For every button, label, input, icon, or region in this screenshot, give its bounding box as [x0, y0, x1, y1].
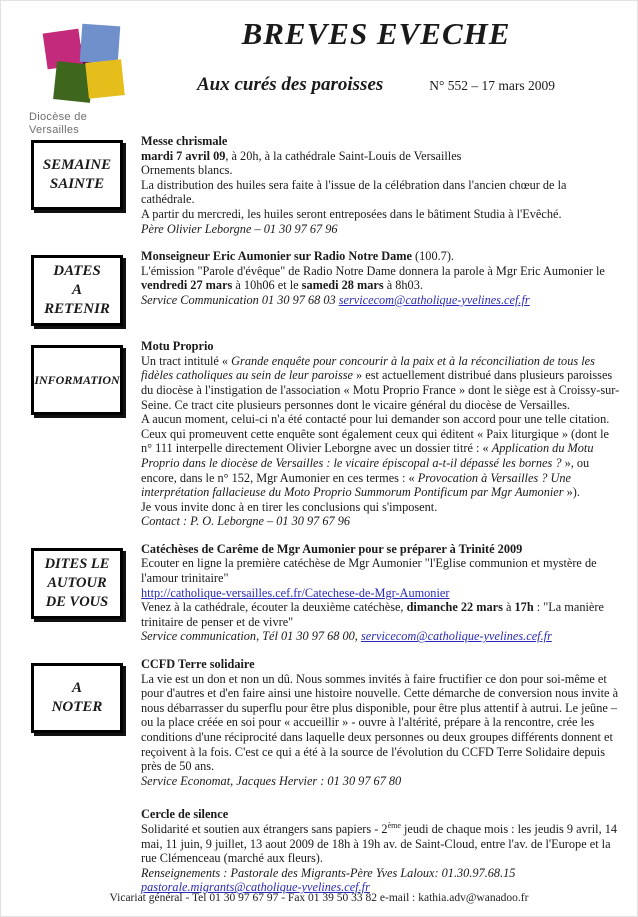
- logo-caption: [29, 111, 141, 136]
- issue-number: N° 552 – 17 mars 2009: [429, 78, 556, 93]
- text-run: Motu Proprio: [141, 339, 214, 354]
- text-run: Grande enquête pour concourir à la paix et à la réconciliation de tous les fidèles catholiques au sein de leur paroisse: [141, 353, 595, 383]
- section-label-information: [31, 345, 123, 415]
- subtitle-row: [141, 74, 611, 96]
- text-run: à: [502, 600, 515, 615]
- sections: [1, 134, 637, 895]
- label-line: SEMAINE: [42, 157, 112, 173]
- text-run: : "La manière trinitaire de penser et de vivre": [141, 600, 604, 629]
- paragraph: [141, 542, 621, 557]
- paragraph: [141, 249, 621, 264]
- logo-caption-line: Diocèse de: [29, 111, 88, 123]
- paragraph: [141, 222, 621, 237]
- section-content: [141, 542, 637, 644]
- section-label-dates-a-retenir: [31, 255, 123, 326]
- paragraph: [141, 807, 621, 822]
- label-line: AUTOUR: [47, 574, 107, 591]
- url-link[interactable]: http://catholique-versailles.cef.fr/Catechese-de-Mgr-Aumonier: [141, 585, 450, 600]
- paragraph: [141, 339, 621, 354]
- text-run: , à 20h, à la cathédrale Saint-Louis de Versailles: [225, 148, 462, 163]
- section-label-dites-le-autour-de-vous: [31, 548, 123, 619]
- text-run: Service communication, Tél 01 30 97 68 00,: [141, 629, 361, 644]
- text-run: Père Olivier Leborgne – 01 30 97 67 96: [141, 221, 338, 236]
- footer: [1, 892, 637, 904]
- section-row-cercle-de-silence: [1, 807, 637, 895]
- logo-square-yellow-icon: [85, 59, 125, 99]
- text-run: L'émission "Parole d'évêque" de Radio Notre Dame donnera la parole à Mgr Eric Aumonier le: [141, 263, 605, 278]
- section-row-semaine-sainte: [1, 134, 637, 236]
- paragraph: [141, 293, 621, 308]
- section-content: [141, 249, 637, 326]
- text-run: à 10h06 et le: [232, 278, 302, 293]
- text-run: (100.7).: [411, 249, 454, 264]
- paragraph: [141, 600, 621, 629]
- text-run: 17h: [514, 600, 534, 615]
- label-column: [1, 134, 141, 236]
- subtitle: Aux curés des paroisses: [196, 74, 384, 95]
- email-link[interactable]: servicecom@catholique-yvelines.cef.fr: [360, 629, 552, 644]
- text-run: Cercle de silence: [141, 807, 229, 822]
- paragraph: [141, 556, 621, 585]
- footer-contact: Vicariat général - Tel 01 30 97 67 97 - Fax 01 39 50 33 82 e-mail : kathia.adv@wanadoo.fr: [109, 892, 529, 904]
- text-run: Service Communication 01 30 97 68 03: [141, 292, 339, 307]
- text-run: Monseigneur Eric Aumonier sur Radio Notre Dame: [141, 249, 412, 264]
- paragraph: [141, 412, 621, 500]
- label-column: [1, 542, 141, 644]
- text-run: Ornements blancs.: [141, 163, 233, 178]
- section-row-a-noter: [1, 657, 637, 788]
- label-line: RETENIR: [44, 301, 110, 318]
- text-run: A aucun moment, celui-ci n'a été contacté pour lui demander son accord pour une telle citation. Ceux qui promeuvent cette enquête sont également ceux qui éditent « Paix liturgique » (dont le n° 111 interpelle directement Olivier Leborgne avec un dossier titré : «: [141, 412, 610, 456]
- label-column: [1, 807, 141, 895]
- label-line: NOTER: [51, 699, 103, 716]
- email-link[interactable]: servicecom@catholique-yvelines.cef.fr: [338, 292, 530, 307]
- logo-square-blue-icon: [80, 24, 121, 65]
- paragraph: [141, 514, 621, 529]
- text-run: dimanche 22 mars: [406, 600, 503, 615]
- section-content: [141, 339, 637, 529]
- text-run: Contact : P. O. Leborgne – 01 30 97 67 96: [141, 514, 351, 529]
- text-run: Venez à la cathédrale, écouter la deuxième catéchèse,: [141, 600, 407, 615]
- paragraph: [141, 163, 621, 178]
- paragraph: [141, 178, 621, 207]
- paragraph: [141, 672, 621, 774]
- text-run: Un tract intitulé «: [141, 353, 232, 368]
- text-run: samedi 28 mars: [301, 278, 384, 293]
- paragraph: [141, 657, 621, 672]
- page-title: BREVES EVECHE: [241, 16, 511, 51]
- paragraph: [141, 134, 621, 149]
- section-row-dites-le-autour-de-vous: [1, 542, 637, 644]
- paragraph: [141, 629, 621, 644]
- label-line: DATES: [53, 263, 101, 280]
- text-run: CCFD Terre solidaire: [141, 657, 255, 672]
- section-content: [141, 657, 637, 788]
- diocese-logo: [1, 1, 141, 136]
- text-run: jeudi de chaque mois : les jeudis 9 avril, 14 mai, 11 juin, 9 juillet, 13 aout 2009 de 18h à 19h av. de Saint-Cloud, entre l'av. de l'Europe et la rue Clémenceau (marché aux fleurs).: [141, 821, 618, 866]
- paragraph: [141, 354, 621, 412]
- text-run: à 8h03.: [383, 278, 423, 293]
- label-column: [1, 339, 141, 529]
- section-label-a-noter: [31, 663, 123, 733]
- section-row-information: [1, 339, 637, 529]
- section-label-semaine-sainte: [31, 140, 123, 210]
- paragraph: [141, 586, 621, 601]
- text-run: Je vous invite donc à en tirer les conclusions qui s'imposent.: [141, 499, 438, 514]
- text-run: » est actuellement distribué dans plusieurs paroisses du diocèse à l'instigation de l'association « Motu Proprio France » dont le siège est à Croissy-sur-Seine. Ce tract cite plusieurs personnes dont le vicaire général du diocèse de Versailles.: [141, 368, 620, 412]
- text-run: Solidarité et soutien aux étrangers sans papiers - 2: [141, 821, 388, 836]
- text-run: Renseignements : Pastorale des Migrants-Père Yves Laloux: 01.30.97.68.15: [141, 865, 516, 880]
- text-run: Provocation à Versailles ? Une interprétation fallacieuse du Moto Proprio Summorum Pontificum par Mgr Aumonier: [141, 470, 571, 500]
- text-run: Application du Motu Proprio dans le diocèse de Versailles : le vicaire épiscopal a-t-il dépassé les bornes ?: [141, 441, 594, 470]
- text-run: »).: [563, 485, 580, 500]
- label-line: INFORMATION: [34, 372, 120, 387]
- paragraph: [141, 866, 621, 881]
- text-run: ème: [387, 820, 401, 830]
- text-run: », ou encore, dans le n° 152, Mgr Aumonier en ces termes : «: [141, 455, 590, 485]
- diocese-logo-icon: [29, 19, 121, 101]
- text-run: Catéchèses de Carême de Mgr Aumonier pour se préparer à Trinité 2009: [141, 541, 523, 556]
- text-run: La vie est un don et non un dû. Nous sommes invités à faire fructifier ce don pour soi-même et pour d'autres et d'en faire ainsi une histoire nouvelle. Cette démarche de conversion nous invite à nous débarrasser du superflu pour être plus disponible, pour être plus attentif à autrui. Le jeûne – ou la place créée en soi pour « accueillir » - ouvre à l'altérité, prépare à la rencontre, crée les conditions d'une réciprocité dans laquelle deux personnes ou deux groupes différents donnent et reçoivent à la fois. C'est ce qui a été à la source de l'évolution du CCFD Terre Solidaire depuis près de 50 ans.: [141, 671, 619, 774]
- text-run: vendredi 27 mars: [141, 278, 233, 293]
- paragraph: [141, 207, 621, 222]
- section-row-dates-a-retenir: [1, 249, 637, 326]
- header-center: [141, 1, 637, 129]
- logo-caption-line: Versailles: [29, 123, 80, 136]
- label-line: DITES LE: [44, 555, 110, 572]
- text-run: mardi 7 avril 09: [141, 148, 226, 163]
- paragraph: [141, 264, 621, 293]
- label-line: A: [71, 680, 82, 697]
- paragraph: [141, 500, 621, 515]
- text-run: Service Economat, Jacques Hervier : 01 30 97 67 80: [141, 773, 402, 788]
- section-content: [141, 807, 637, 895]
- text-run: Messe chrismale: [141, 134, 228, 148]
- label-column: [1, 249, 141, 326]
- paragraph: [141, 822, 621, 866]
- section-content: [141, 134, 637, 236]
- label-line: SAINTE: [49, 176, 105, 192]
- label-line: DE VOUS: [45, 593, 109, 610]
- header: [1, 1, 637, 136]
- label-line: A: [71, 282, 82, 299]
- email-link[interactable]: pastorale.migrants@catholique-yvelines.cef.fr: [141, 880, 370, 895]
- text-run: Ecouter en ligne la première catéchèse de Mgr Aumonier "l'Eglise communion et mystère de l'amour trinitaire": [141, 556, 597, 586]
- paragraph: [141, 149, 621, 164]
- text-run: A partir du mercredi, les huiles seront entreposées dans le bâtiment Studia à l'Evêché.: [141, 206, 562, 221]
- label-column: [1, 657, 141, 788]
- paragraph: [141, 774, 621, 789]
- text-run: La distribution des huiles sera faite à l'issue de la célébration dans l'ancien chœur de la cathédrale.: [141, 177, 567, 207]
